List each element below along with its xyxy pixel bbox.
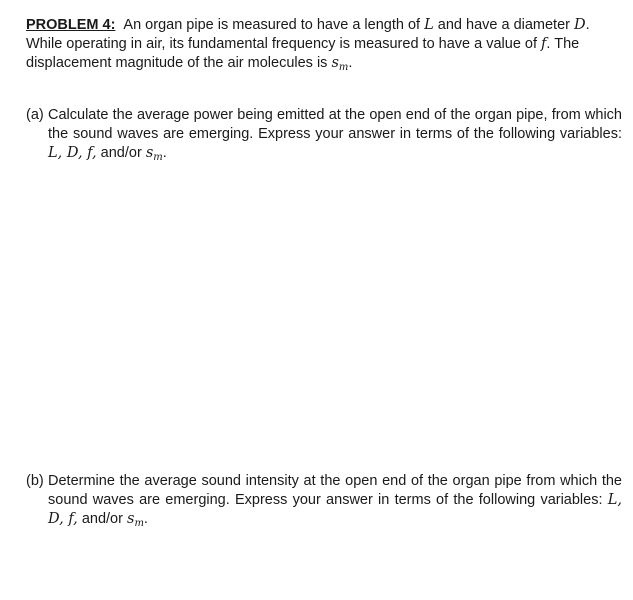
- part-b-and-or: and/or: [81, 511, 123, 527]
- part-a-question: [48, 106, 622, 163]
- variable-s-m: [331, 55, 348, 71]
- part-a: [26, 106, 622, 163]
- variable-L: L: [424, 17, 434, 33]
- part-a-subscript-m: m: [153, 152, 163, 163]
- part-a-text: Calculate the average power being emitted at the open end of the organ pipe, from which the sound waves are emerging. Express your answer in terms of the following variables:: [48, 107, 622, 142]
- part-b-end: .: [143, 511, 148, 527]
- variable-f: f: [541, 36, 547, 52]
- part-b-variable-s: s: [126, 511, 135, 527]
- part-b-question: [48, 472, 622, 529]
- variable-s: s: [331, 55, 339, 71]
- part-a-and-or: and/or: [100, 145, 142, 161]
- part-a-variable-list: L, D, f,: [48, 145, 97, 161]
- problem-label: PROBLEM 4:: [26, 17, 116, 33]
- part-b-marker: (b): [26, 473, 44, 489]
- part-a-variable-s-m: [146, 145, 163, 161]
- intro-text-2: and have a diameter: [437, 17, 570, 33]
- intro-text-5: .: [348, 55, 353, 71]
- intro-text-1: An organ pipe is measured to have a length of: [123, 17, 421, 33]
- problem-statement: [26, 16, 620, 73]
- part-a-variable-s: s: [145, 145, 154, 161]
- part-b: [26, 472, 622, 529]
- part-a-end: .: [162, 145, 167, 161]
- intro-text-3: . While operating in air, its fundamental frequency is measured to have a value of: [26, 17, 590, 52]
- part-b-variable-s-m: [127, 511, 144, 527]
- subscript-m: m: [338, 62, 349, 73]
- part-b-text: Determine the average sound intensity at the open end of the organ pipe from which the sound waves are emerging. Express your answer in terms of the following variables:: [48, 473, 622, 508]
- part-b-variable-list: L, D, f,: [48, 492, 623, 527]
- intro-text-4: . The displacement magnitude of the air molecules is: [26, 36, 580, 71]
- part-b-subscript-m: m: [134, 518, 144, 529]
- part-a-marker: (a): [26, 107, 44, 123]
- variable-D: D: [574, 17, 586, 33]
